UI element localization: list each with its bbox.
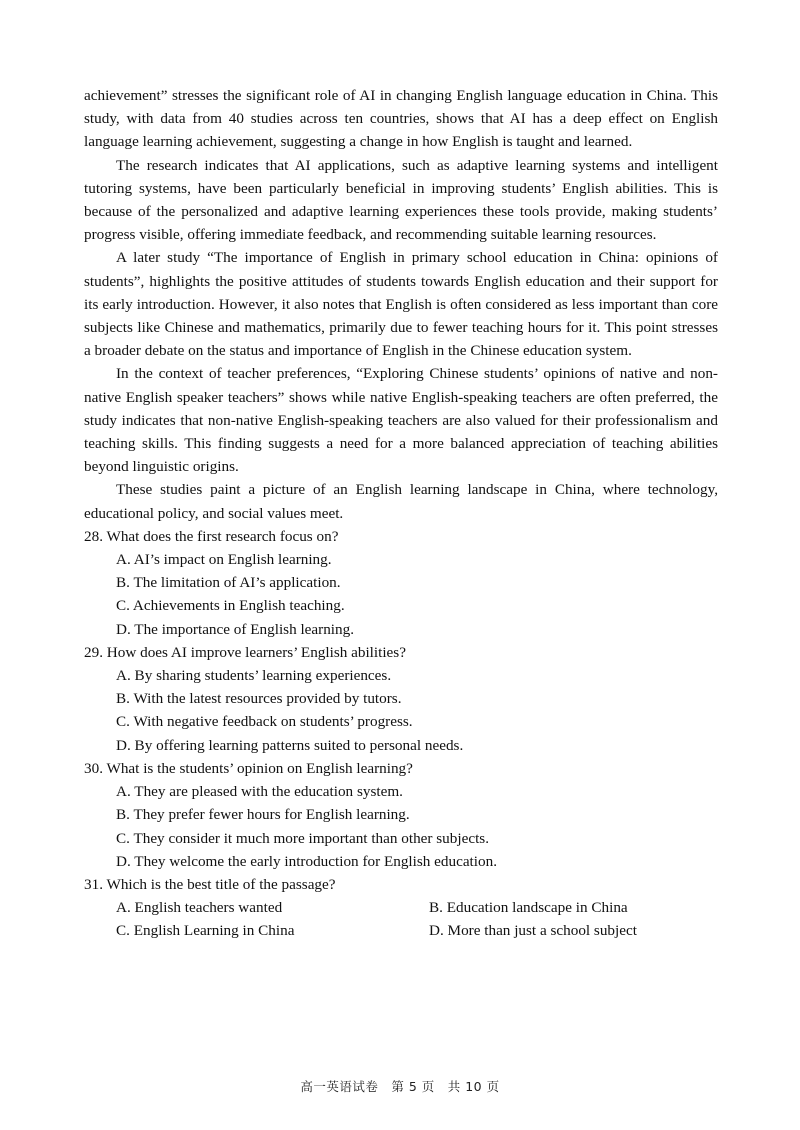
- question-28: [84, 525, 718, 641]
- option-grid: [116, 896, 718, 942]
- option-a: A. They are pleased with the education system.: [116, 783, 403, 801]
- option-b: B. Education landscape in China: [429, 899, 628, 917]
- question-stem: 28. What does the first research focus on?: [84, 527, 339, 545]
- option-a: A. AI’s impact on English learning.: [116, 551, 332, 569]
- question-30: [84, 757, 718, 873]
- option-d: D. They welcome the early introduction for English education.: [116, 852, 497, 870]
- option-d: D. The importance of English learning.: [116, 620, 355, 638]
- reading-passage: [84, 84, 718, 525]
- question-29: [84, 641, 718, 757]
- passage-paragraph: These studies paint a picture of an English learning landscape in China, where technology, educational policy, and social values meet.: [84, 481, 718, 522]
- question-31: [84, 873, 718, 943]
- option-b: B. With the latest resources provided by tutors.: [116, 690, 402, 708]
- option-a: A. By sharing students’ learning experiences.: [116, 667, 392, 685]
- question-stem: 30. What is the students’ opinion on English learning?: [84, 759, 413, 777]
- option-c: C. English Learning in China: [116, 922, 295, 940]
- option-b: B. They prefer fewer hours for English learning.: [116, 806, 410, 824]
- passage-paragraph: achievement” stresses the significant role of AI in changing English language education in China. This study, with data from 40 studies across ten countries, shows that AI has a deep effect on English language learning achievement, suggesting a change in how English is taught and learned.: [84, 87, 718, 151]
- passage-paragraph: In the context of teacher preferences, “Exploring Chinese students’ opinions of native and non-native English speaker teachers” shows while native English-speaking teachers are often preferred, the study indicates that non-native English-speaking teachers are also valued for their professionalism and teaching skills. This finding suggests a need for a more balanced appreciation of teaching abilities beyond linguistic origins.: [84, 365, 718, 476]
- option-c: C. They consider it much more important than other subjects.: [116, 829, 489, 847]
- question-stem: 29. How does AI improve learners’ English abilities?: [84, 643, 406, 661]
- option-d: D. By offering learning patterns suited to personal needs.: [116, 736, 464, 754]
- option-c: C. Achievements in English teaching.: [116, 597, 345, 615]
- option-a: A. English teachers wanted: [116, 899, 283, 917]
- question-stem: 31. Which is the best title of the passage?: [84, 875, 336, 893]
- passage-paragraph: The research indicates that AI applications, such as adaptive learning systems and intelligent tutoring systems, have been particularly beneficial in improving students’ English abilities. This is because of the personalized and adaptive learning experiences these tools provide, making students’ progress visible, offering immediate feedback, and recommending suitable learning resources.: [84, 156, 718, 244]
- option-d: D. More than just a school subject: [429, 922, 637, 940]
- option-b: B. The limitation of AI’s application.: [116, 574, 341, 592]
- option-c: C. With negative feedback on students’ progress.: [116, 713, 413, 731]
- page-footer: 高一英语试卷 第 5 页 共 10 页: [300, 1079, 500, 1094]
- passage-paragraph: A later study “The importance of English in primary school education in China: opinions of students”, highlights the positive attitudes of students towards English education and their support for its early introduction. However, it also notes that English is often considered as less important than core subjects like Chinese and mathematics, primarily due to fewer teaching hours for it. This point stresses a broader debate on the status and importance of English in the Chinese education system.: [84, 249, 718, 360]
- exam-page: [84, 84, 718, 943]
